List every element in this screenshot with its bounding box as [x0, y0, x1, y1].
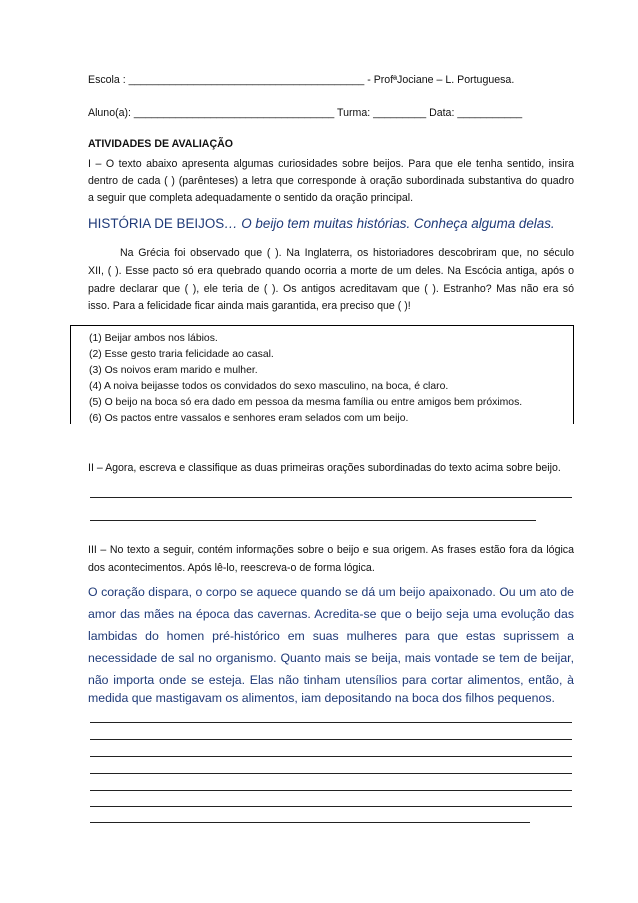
passage-line: Na Grécia foi observado que ( ). Na Inglaterra, os historiadores descobriram que, no século [120, 247, 574, 259]
passage-line: isso. Para a felicidade ficar ainda mais garantida, era preciso que ( )! [88, 300, 411, 312]
story-line: amor das mães na época das cavernas. Acredita-se que o beijo seja uma evolução das [88, 607, 574, 621]
option-item: (4) A noiva beijasse todos os convidados do sexo masculino, na boca, é claro. [89, 381, 449, 392]
options-box [70, 325, 574, 424]
answer-line[interactable] [90, 497, 572, 498]
answer-line[interactable] [90, 756, 572, 757]
q1-line: dentro de cada ( ) (parênteses) a letra que corresponde à oração subordinada substantiva do quadro [88, 175, 574, 187]
option-item: (6) Os pactos entre vassalos e senhores eram selados com um beijo. [89, 413, 409, 424]
q3-prompt-line: III – No texto a seguir, contém informações sobre o beijo e sua origem. As frases estão fora da lógica [88, 544, 574, 556]
option-item: (1) Beijar ambos nos lábios. [89, 333, 218, 344]
story-title-sub: … O beijo tem muitas histórias. Conheça alguma delas. [224, 216, 555, 231]
story-title [88, 216, 555, 231]
option-item: (5) O beijo na boca só era dado em pessoa da mesma família ou entre amigos bem próximos. [89, 397, 523, 408]
story-line: lambidas do homen pré-histórico em suas mulheres para que estas suprissem a [88, 629, 574, 643]
story-line: não importa onde se esteja. Elas não tinham utensílios para cortar alimentos, então, à [88, 673, 574, 687]
q2-prompt: II – Agora, escreva e classifique as duas primeiras orações subordinadas do texto acima sobre beijo. [88, 462, 561, 474]
section-title: ATIVIDADES DE AVALIAÇÃO [88, 138, 233, 150]
q1-line: I – O texto abaixo apresenta algumas curiosidades sobre beijos. Para que ele tenha sentido, insira [88, 158, 574, 170]
student-line: Aluno(a): __________________________________ Turma: _________ Data: ___________ [88, 107, 523, 119]
answer-line[interactable] [90, 722, 572, 723]
story-line: medida que mastigavam os alimentos, iam depositando na boca dos filhos pequenos. [88, 691, 555, 705]
answer-line[interactable] [90, 520, 536, 521]
story-line: O coração dispara, o corpo se aquece quando se dá um beijo apaixonado. Ou um ato de [88, 585, 574, 599]
answer-line[interactable] [90, 739, 572, 740]
option-item: (2) Esse gesto traria felicidade ao casal. [89, 349, 274, 360]
answer-line[interactable] [90, 822, 530, 823]
story-title-main: HISTÓRIA DE BEIJOS [88, 216, 225, 231]
answer-line[interactable] [90, 773, 572, 774]
answer-line[interactable] [90, 790, 572, 791]
q3-prompt-line: dos acontecimentos. Após lê-lo, reescreva-o de forma lógica. [88, 562, 375, 574]
q1-line: a seguir que completa adequadamente o sentido da oração principal. [88, 192, 414, 204]
answer-line[interactable] [90, 806, 572, 807]
option-item: (3) Os noivos eram marido e mulher. [89, 365, 258, 376]
story-line: necessidade de sal no organismo. Quanto mais se beija, mais vontade se tem de beijar, [88, 651, 574, 665]
passage-line: XII, ( ). Esse pacto só era quebrado quando ocorria a morte de um deles. Na Escócia antiga, após o [88, 265, 574, 277]
school-line: Escola : ________________________________________ - ProfªJociane – L. Portuguesa. [88, 74, 515, 86]
passage-line: padre declarar que ( ), ele teria de ( ). Os antigos acreditavam que ( ). Estranho? Mas não era só [88, 283, 574, 295]
